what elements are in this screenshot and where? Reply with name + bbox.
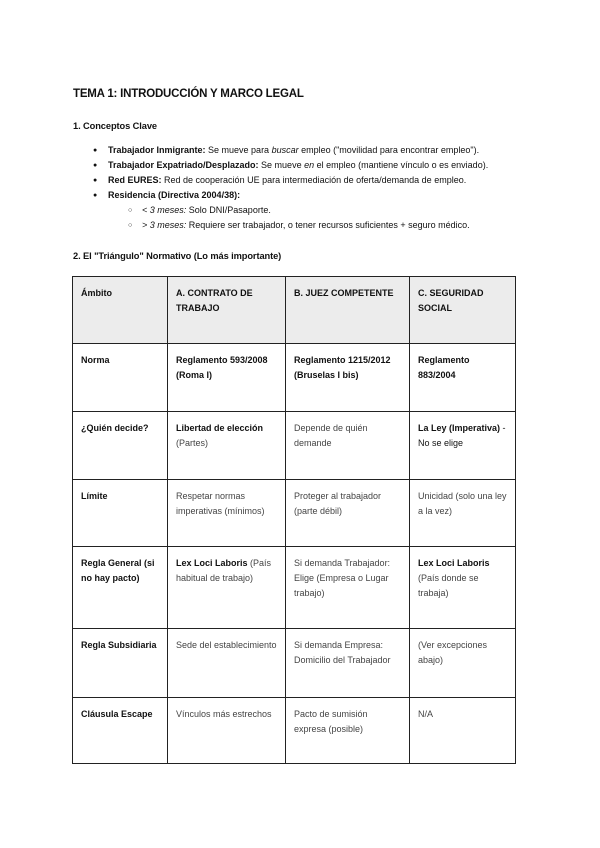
table-cell: Unicidad (solo una ley a la vez) (410, 480, 516, 547)
header-ambito: Ámbito (73, 277, 168, 344)
page-title: TEMA 1: INTRODUCCIÓN Y MARCO LEGAL (73, 88, 304, 100)
table-row (73, 547, 516, 629)
table-cell: La Ley (Imperativa) - No se elige (410, 412, 516, 480)
sub-list-item: ○ > 3 meses: Requiere ser trabajador, o tener recursos suficientes + seguro médico. (128, 218, 573, 233)
table-row (73, 629, 516, 698)
table-cell: Libertad de elección (Partes) (168, 412, 286, 480)
row-label: ¿Quién decide? (73, 412, 168, 480)
table-cell: Pacto de sumisión expresa (posible) (286, 698, 410, 764)
table-cell: Vínculos más estrechos (168, 698, 286, 764)
table-cell: Reglamento 1215/2012 (Bruselas I bis) (286, 344, 410, 412)
row-label: Cláusula Escape (73, 698, 168, 764)
table-row (73, 480, 516, 547)
list-item: ● Residencia (Directiva 2004/38): ○ < 3 meses: Solo DNI/Pasaporte. ○ > 3 meses: Requiere ser trabajador, o tener recursos suficientes + seguro médico. (93, 188, 573, 233)
row-label: Norma (73, 344, 168, 412)
table-row (73, 344, 516, 412)
table-cell: Proteger al trabajador (parte débil) (286, 480, 410, 547)
table-row (73, 698, 516, 764)
table-header-row (73, 277, 516, 344)
table-cell: Lex Loci Laboris (País donde se trabaja) (410, 547, 516, 629)
table-cell: (Ver excepciones abajo) (410, 629, 516, 698)
list-item: ● Trabajador Inmigrante: Se mueve para buscar empleo ("movilidad para encontrar empleo"). (93, 143, 573, 158)
table-cell: Si demanda Empresa: Domicilio del Trabajador (286, 629, 410, 698)
row-label: Regla General (si no hay pacto) (73, 547, 168, 629)
list-item: ● Red EURES: Red de cooperación UE para intermediación de oferta/demanda de empleo. (93, 173, 573, 188)
triangulo-normativo-table (72, 276, 516, 764)
header-seguridad-social: C. SEGURIDAD SOCIAL (410, 277, 516, 344)
table-cell: N/A (410, 698, 516, 764)
table-cell: Depende de quién demande (286, 412, 410, 480)
residencia-sublist (108, 203, 573, 233)
list-item: ● Trabajador Expatriado/Desplazado: Se mueve en el empleo (mantiene vínculo o es enviado). (93, 158, 573, 173)
table-cell: Reglamento 883/2004 (410, 344, 516, 412)
table-row (73, 412, 516, 480)
table-cell: Reglamento 593/2008 (Roma I) (168, 344, 286, 412)
row-label: Límite (73, 480, 168, 547)
row-label: Regla Subsidiaria (73, 629, 168, 698)
table-cell: Si demanda Trabajador: Elige (Empresa o Lugar trabajo) (286, 547, 410, 629)
table-cell: Lex Loci Laboris (País habitual de trabajo) (168, 547, 286, 629)
table-cell: Respetar normas imperativas (mínimos) (168, 480, 286, 547)
table-cell: Sede del establecimiento (168, 629, 286, 698)
sub-list-item: ○ < 3 meses: Solo DNI/Pasaporte. (128, 203, 573, 218)
header-contrato: A. CONTRATO DE TRABAJO (168, 277, 286, 344)
conceptos-list (93, 143, 573, 233)
section-heading-triangulo: 2. El "Triángulo" Normativo (Lo más importante) (73, 251, 282, 261)
header-juez: B. JUEZ COMPETENTE (286, 277, 410, 344)
section-heading-conceptos: 1. Conceptos Clave (73, 121, 157, 131)
